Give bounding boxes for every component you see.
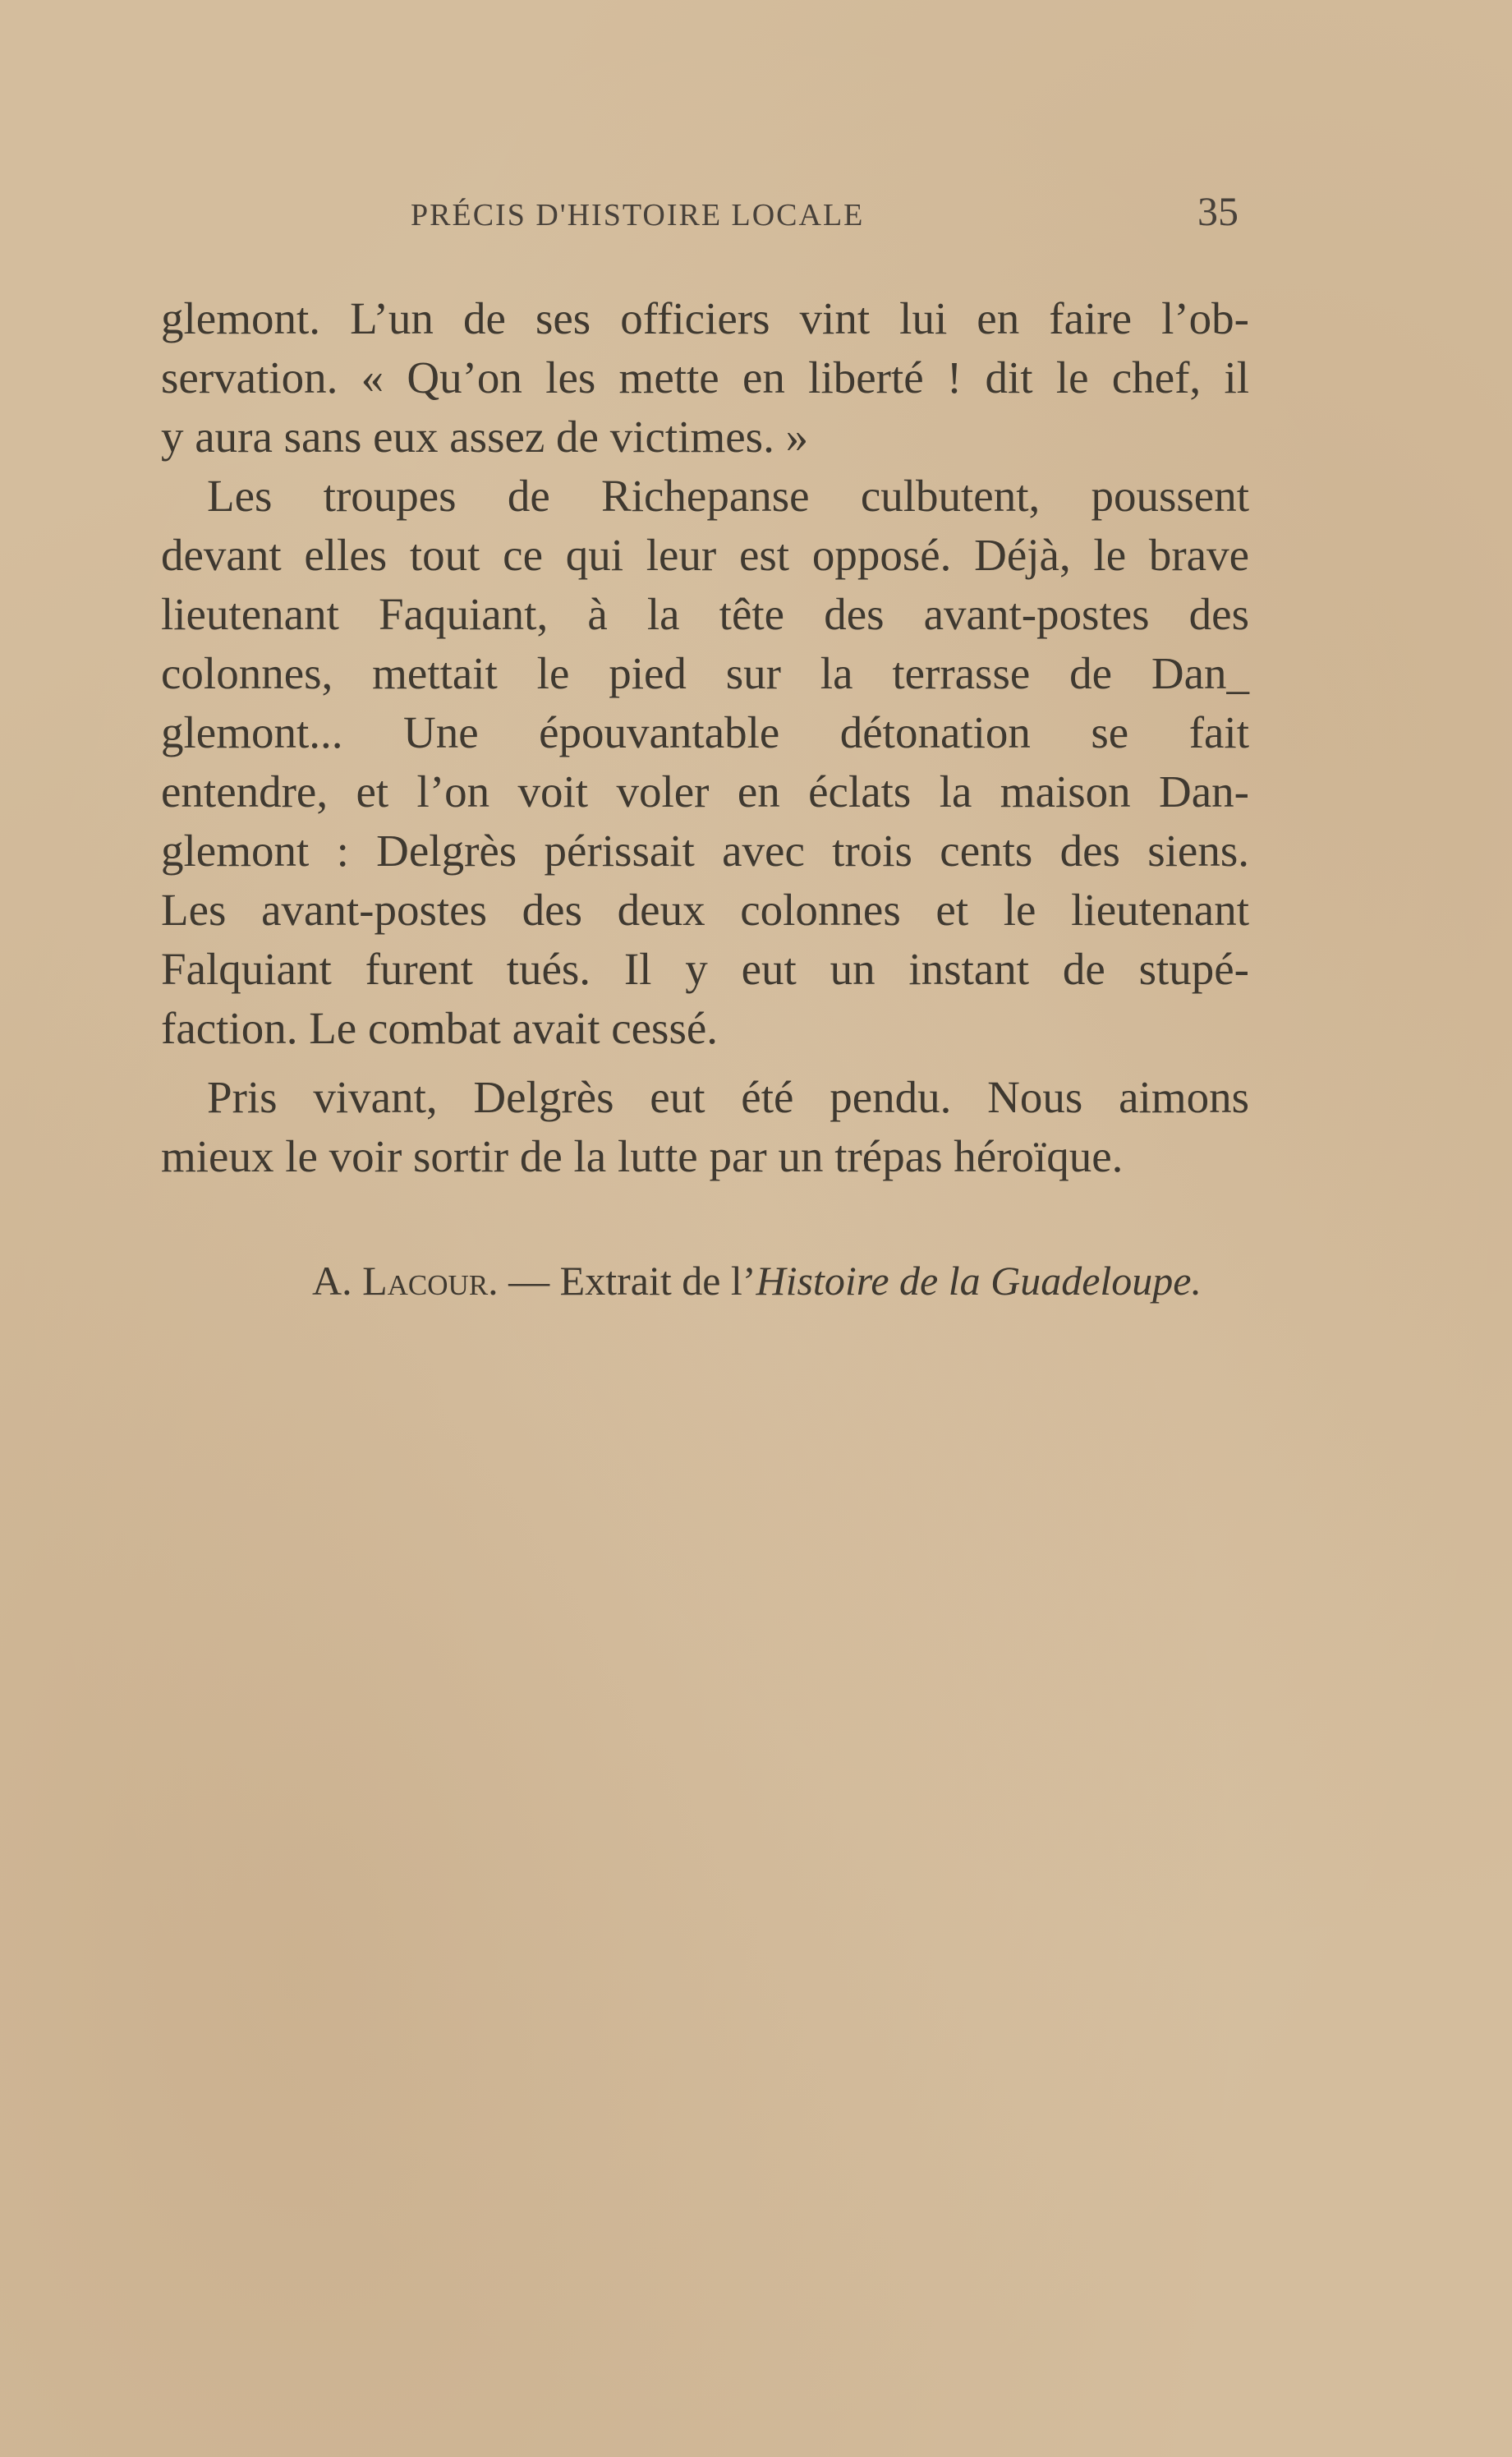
attribution-separator: — Extrait de l’ [498, 1258, 756, 1304]
text-line: Les troupes de Richepanse culbutent, poussent [207, 471, 1249, 521]
text-line: Falquiant furent tués. Il y eut un instant de stupé- [161, 944, 1249, 994]
paragraph-1 [161, 289, 1249, 467]
text-line: mieux le voir sortir de la lutte par un trépas héroïque. [161, 1131, 1124, 1181]
body-text [161, 289, 1249, 1186]
text-line: colonnes, mettait le pied sur la terrasse de Dan_ [161, 648, 1249, 698]
text-line: lieutenant Faquiant, à la tête des avant-postes des [161, 589, 1249, 639]
text-line: devant elles tout ce qui leur est opposé. Déjà, le brave [161, 530, 1249, 580]
paragraph-3 [161, 1068, 1249, 1186]
text-line: glemont. L’un de ses officiers vint lui en faire l’ob- [161, 293, 1249, 343]
attribution-author: A. Lacour. [312, 1258, 499, 1304]
text-line: glemont... Une épouvantable détonation se fait [161, 707, 1249, 757]
attribution-work-title: Histoire de la Guadeloupe. [756, 1258, 1202, 1304]
text-line: y aura sans eux assez de victimes. » [161, 412, 809, 462]
text-line: faction. Le combat avait cessé. [161, 1003, 719, 1053]
text-line: Pris vivant, Delgrès eut été pendu. Nous aimons [207, 1072, 1249, 1122]
text-line: glemont : Delgrès périssait avec trois cents des siens. [161, 826, 1249, 876]
paragraph-2 [161, 467, 1249, 1058]
source-attribution [312, 1257, 1202, 1304]
text-line: entendre, et l’on voit voler en éclats la maison Dan- [161, 766, 1249, 817]
page-number: 35 [1197, 188, 1239, 234]
paragraph-gap [161, 1058, 1249, 1068]
text-line: Les avant-postes des deux colonnes et le lieutenant [161, 885, 1249, 935]
running-head: PRÉCIS D'HISTOIRE LOCALE [411, 198, 865, 232]
text-line: servation. « Qu’on les mette en liberté ! dit le chef, il [161, 352, 1249, 403]
